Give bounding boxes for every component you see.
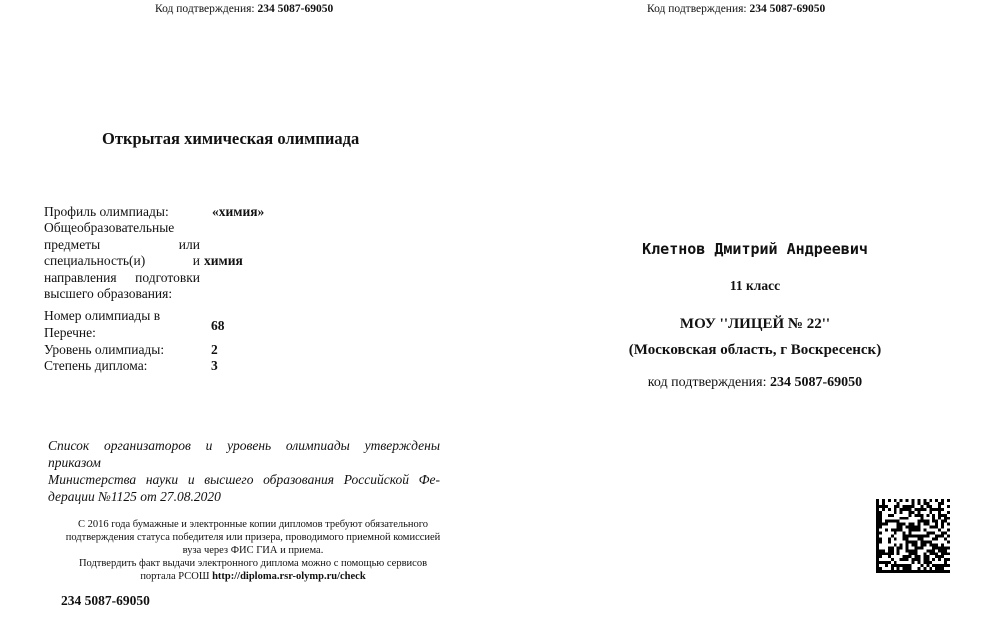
fine-print-line: вуза через ФИС ГИА и приема. (182, 545, 324, 556)
olympiad-title: Открытая химическая олимпиада (102, 129, 360, 148)
header-code-label: Код подтверждения: (647, 3, 747, 15)
degree-value: 3 (211, 358, 218, 373)
fine-print-line: Подтвердить факт выдачи электронного диплома можно с помощью сервисов (78, 558, 428, 569)
organizers-note (48, 437, 440, 505)
recipient-school: МОУ ''ЛИЦЕЙ № 22'' (679, 316, 831, 332)
fine-print (30, 518, 476, 583)
header-code-value: 234 5087-69050 (257, 3, 334, 15)
level-label: Уровень олимпиады: (44, 342, 165, 357)
profile-value: «химия» (212, 204, 265, 219)
confirmation-label: код подтверждения: (647, 375, 767, 390)
number-label: Номер олимпиады в Перечне: (44, 308, 161, 340)
header-code-label: Код подтверждения: (155, 3, 255, 15)
organizers-note-line: дерации №1125 от 27.08.2020 (48, 489, 221, 504)
header-confirmation-code-right (647, 3, 825, 15)
profile-label: Профиль олимпиады: (44, 204, 169, 219)
recipient-region: (Московская область, г Воскресенск) (628, 342, 882, 358)
number-value: 68 (211, 318, 225, 333)
organizers-note-line: приказом (48, 455, 101, 470)
bottom-confirmation-code: 234 5087-69050 (61, 593, 150, 608)
confirmation-code: 234 5087-69050 (770, 375, 863, 390)
recipient-confirmation (590, 375, 920, 391)
check-url-link[interactable]: http://diploma.rsr-olymp.ru/check (212, 571, 366, 582)
organizers-note-line: Список организаторов и уровень олимпиады утверждены (48, 438, 440, 453)
fine-print-line (30, 570, 476, 583)
subjects-value: химия (204, 253, 243, 268)
organizers-note-line: Министерства науки и высшего образования Российской Фе- (48, 472, 440, 487)
header-code-value: 234 5087-69050 (749, 3, 826, 15)
fine-print-line: подтверждения статуса победителя или призера, проводимого приемной комиссией (65, 532, 441, 543)
level-value: 2 (211, 342, 218, 357)
qr-code-icon (876, 499, 950, 573)
recipient-name: Клетнов Дмитрий Андреевич (642, 240, 868, 258)
recipient-grade: 11 класс (729, 278, 781, 293)
fine-print-line: С 2016 года бумажные и электронные копии дипломов требуют обязательного (77, 519, 429, 530)
fine-print-portal-text: портала РСОШ (140, 571, 210, 582)
degree-label: Степень диплома: (44, 358, 148, 373)
subjects-label: Общеобразовательные предметы или специальность(и) и направления подготовки высшего образования: (44, 220, 200, 301)
header-confirmation-code-left (155, 3, 333, 15)
